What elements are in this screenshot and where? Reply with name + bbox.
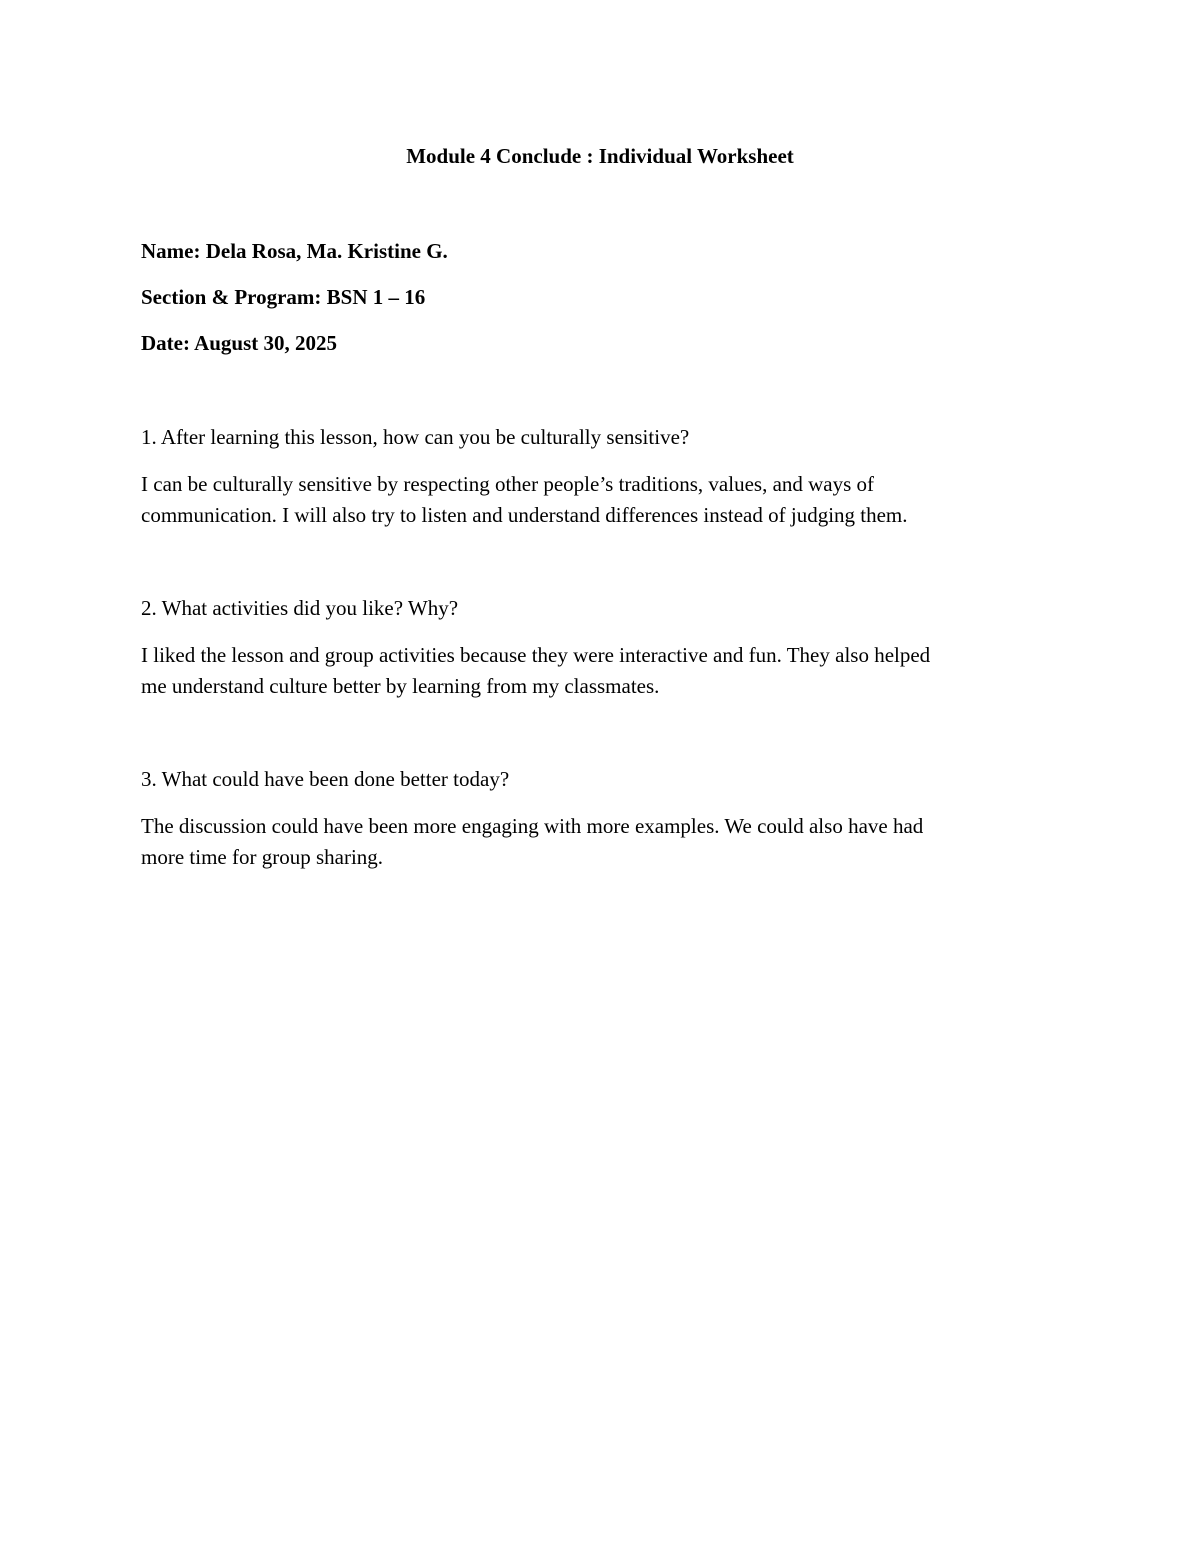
answer-line: I can be culturally sensitive by respecting other people’s traditions, values, and ways of: [141, 472, 875, 496]
question-2: 2. What activities did you like? Why?: [141, 596, 459, 620]
answer-2: [141, 640, 1041, 702]
answer-line: communication. I will also try to listen and understand differences instead of judging them.: [141, 503, 908, 527]
answer-1: [141, 469, 1041, 531]
answer-line: me understand culture better by learning from my classmates.: [141, 674, 660, 698]
student-name: Name: Dela Rosa, Ma. Kristine G.: [141, 239, 448, 263]
answer-3: [141, 811, 1041, 873]
answer-line: The discussion could have been more engaging with more examples. We could also have had: [141, 814, 924, 838]
document-title: Module 4 Conclude : Individual Worksheet: [406, 144, 794, 168]
answer-line: I liked the lesson and group activities because they were interactive and fun. They also helped: [141, 643, 931, 667]
question-3: 3. What could have been done better today?: [141, 767, 510, 791]
answer-line: more time for group sharing.: [141, 845, 384, 869]
question-1: 1. After learning this lesson, how can you be culturally sensitive?: [141, 425, 690, 449]
submission-date: Date: August 30, 2025: [141, 331, 338, 355]
section-program: Section & Program: BSN 1 – 16: [141, 285, 426, 309]
